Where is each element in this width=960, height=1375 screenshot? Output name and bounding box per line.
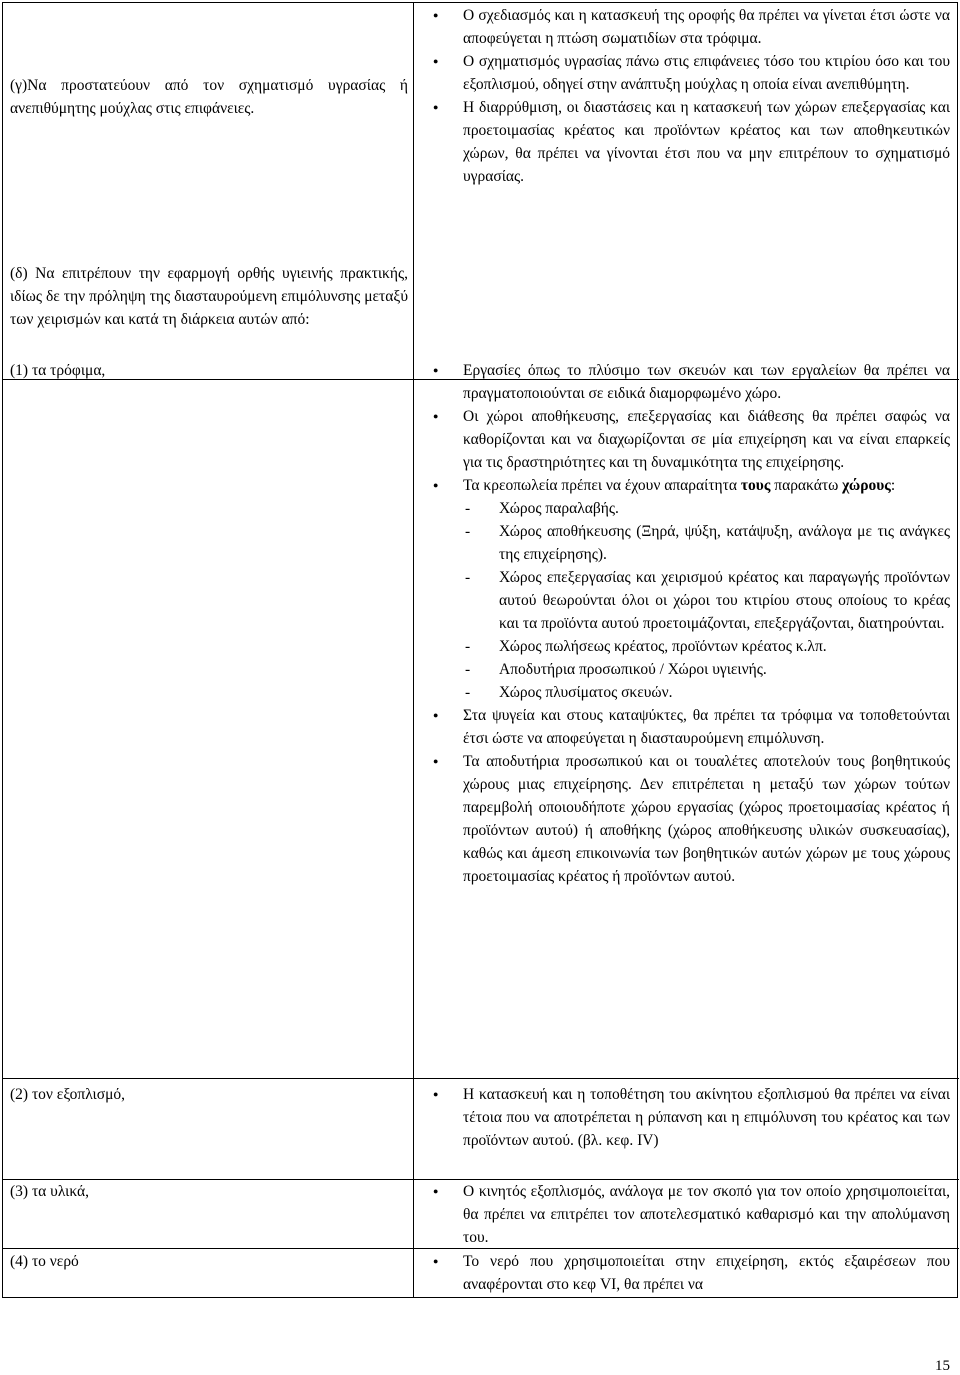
row-food-bullets bbox=[430, 359, 950, 888]
bullet-item: ● Ο σχηματισμός υγρασίας πάνω στις επιφάνειες τόσο του κτιρίου όσο και του εξοπλισμού, οδηγεί στην ανάπτυξη μούχλας η οποία είναι ανεπιθύμητη. bbox=[430, 50, 950, 96]
bullet-item: ● Ο κινητός εξοπλισμός, ανάλογα με τον σκοπό για τον οποίο χρησιμοποιείται, θα πρέπει να επιτρέπει τον αποτελεσματικό καθαρισμό και την απολύμανση του. bbox=[430, 1180, 950, 1249]
bullet-item: ● Στα ψυγεία και στους καταψύκτες, θα πρέπει τα τρόφιμα να τοποθετούνται έτσι ώστε να αποφεύγεται η διασταυρούμενη επιμόλυνση. bbox=[430, 704, 950, 750]
bullet-item: ● Εργασίες όπως το πλύσιμο των σκευών και των εργαλείων θα πρέπει να πραγματοποιούνται σε ειδικά διαμορφωμένο χώρο. bbox=[430, 359, 950, 405]
row-c-label: (γ)Να προστατεύουν από τον σχηματισμό υγρασίας ή ανεπιθύμητης μούχλας στις επιφάνειες. bbox=[10, 77, 408, 117]
bullet-item: ● Τα αποδυτήρια προσωπικού και οι τουαλέτες αποτελούν τους βοηθητικούς χώρους μιας επιχείρησης. Δεν επιτρέπεται η μεταξύ των χώρων τούτων παρεμβολή οποιουδήποτε χώρου εργασίας (χώρος προετοιμασίας κρέατος ή προϊόντων αυτού) ή αποθήκης (χώρος αποθήκευσης υλικών συσκευασίας), καθώς και άμεση επικοινωνία των βοηθητικών αυτών χώρων με τους χώρους προετοιμασίας κρέατος ή προϊόντων αυτού. bbox=[430, 750, 950, 888]
bullet-item: ● Η κατασκευή και η τοποθέτηση του ακίνητου εξοπλισμού θα πρέπει να είναι τέτοια που να αποτρέπεται η ρύπανση και η επιμόλυνση του κρέατος και των προϊόντων αυτού. (βλ. κεφ. IV) bbox=[430, 1083, 950, 1152]
row-materials-bullets bbox=[430, 1180, 950, 1249]
space-item: - Χώρος πλυσίματος σκευών. bbox=[463, 681, 950, 704]
space-item: - Αποδυτήρια προσωπικού / Χώροι υγιεινής. bbox=[463, 658, 950, 681]
space-item: - Χώρος παραλαβής. bbox=[463, 497, 950, 520]
required-spaces-list bbox=[463, 497, 950, 704]
row-d-label: (δ) Να επιτρέπουν την εφαρμογή ορθής υγιεινής πρακτικής, ιδίως δε την πρόληψη της διασταυρούμενη επιμόλυνσης μεταξύ των χειρισμών και κατά τη διάρκεια αυτών από: bbox=[10, 265, 408, 328]
emphasis-text: τους bbox=[740, 477, 771, 494]
butcher-shop-intro-mid: παρακάτω bbox=[770, 477, 843, 494]
page-number: 15 bbox=[935, 1358, 950, 1374]
space-item: - Χώρος αποθήκευσης (Ξηρά, ψύξη, κατάψυξη, ανάλογα με τις ανάγκες της επιχείρησης). bbox=[463, 520, 950, 566]
butcher-shop-intro: Τα κρεοπωλεία πρέπει να έχουν απαραίτητα bbox=[463, 477, 741, 494]
bullet-item: ● Ο σχεδιασμός και η κατασκευή της οροφής θα πρέπει να γίνεται έτσι ώστε να αποφεύγεται η πτώση σωματιδίων στα τρόφιμα. bbox=[430, 4, 950, 50]
row-water-bullets bbox=[430, 1250, 950, 1296]
space-item: - Χώρος πωλήσεως κρέατος, προϊόντων κρέατος κ.λπ. bbox=[463, 635, 950, 658]
row-divider bbox=[3, 1078, 959, 1079]
row-water-label: (4) το νερό bbox=[10, 1253, 79, 1270]
emphasis-text: χώρους bbox=[842, 477, 891, 494]
row-food-label: (1) τα τρόφιμα, bbox=[10, 362, 106, 379]
column-divider bbox=[413, 3, 414, 1297]
space-item: - Χώρος επεξεργασίας και χειρισμού κρέατος και παραγωγής προϊόντων αυτού θεωρούνται όλοι οι χώροι του κτιρίου στους οποίους το κρέας και τα προϊόντα αυτού προετοιμάζονται, επεξεργάζονται, διατηρούνται. bbox=[463, 566, 950, 635]
row-c-bullets bbox=[430, 4, 950, 188]
bullet-item: ● Το νερό που χρησιμοποιείται στην επιχείρηση, εκτός εξαιρέσεων που αναφέρονται στο κεφ VI, θα πρέπει να bbox=[430, 1250, 950, 1296]
row-equipment-label: (2) τον εξοπλισμό, bbox=[10, 1086, 126, 1103]
bullet-item: ● Οι χώροι αποθήκευσης, επεξεργασίας και διάθεσης θα πρέπει σαφώς να καθορίζονται και να διαχωρίζονται σε μία επιχείρηση και να είναι επαρκείς για τις δραστηριότητες και τη δυναμικότητα της επιχείρησης. bbox=[430, 405, 950, 474]
butcher-shop-intro-end: : bbox=[890, 477, 896, 494]
row-equipment-bullets bbox=[430, 1083, 950, 1152]
bullet-item bbox=[430, 474, 950, 704]
bullet-item: ● Η διαρρύθμιση, οι διαστάσεις και η κατασκευή των χώρων επεξεργασίας και προετοιμασίας κρέατος και προϊόντων κρέατος και των αποθηκευτικών χώρων, θα πρέπει να γίνονται έτσι που να μην επιτρέπουν το σχηματισμό υγρασίας. bbox=[430, 96, 950, 188]
row-materials-label: (3) τα υλικά, bbox=[10, 1183, 90, 1200]
